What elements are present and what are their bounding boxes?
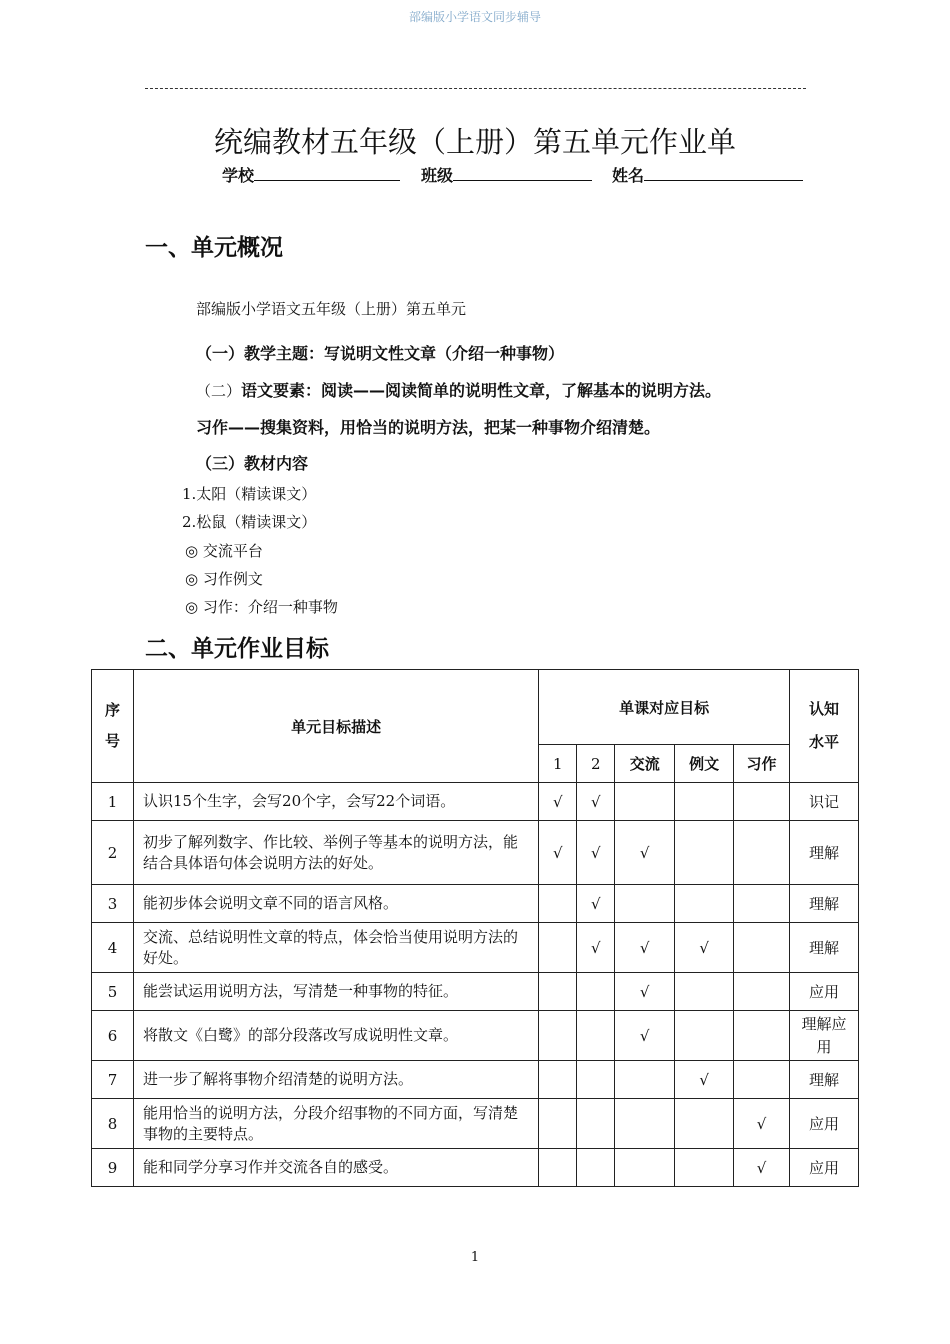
content-item-2: 2.松鼠（精读课文）: [182, 513, 317, 531]
table-row: [92, 1149, 859, 1187]
section1-heading: 一、单元概况: [145, 235, 283, 261]
row-mark-cell: [734, 923, 790, 973]
section2-heading: 二、单元作业目标: [145, 636, 329, 662]
header-desc: 单元目标描述: [133, 670, 538, 783]
row-mark-cell: [577, 1061, 615, 1099]
row-level: 理解: [790, 885, 859, 923]
check-mark: √: [639, 982, 650, 1001]
row-mark-cell: [577, 1099, 615, 1149]
check-mark: √: [639, 1026, 650, 1045]
row-mark-cell: [539, 1011, 577, 1061]
document-title: 统编教材五年级（上册）第五单元作业单: [213, 125, 736, 159]
row-mark-cell: [734, 1099, 790, 1149]
row-mark-cell: [615, 973, 675, 1011]
row-mark-cell: [675, 1099, 734, 1149]
row-mark-cell: [734, 1149, 790, 1187]
check-mark: √: [756, 1158, 767, 1177]
row-mark-cell: [615, 1011, 675, 1061]
row-seq: 4: [92, 923, 134, 973]
row-seq: 3: [92, 885, 134, 923]
subcol-exchange: 交流: [615, 745, 675, 783]
row-mark-cell: [615, 821, 675, 885]
check-mark: √: [639, 938, 650, 957]
content-item-4: ◎ 习作例文: [185, 570, 263, 588]
unit-subtitle: 部编版小学语文五年级（上册）第五单元: [196, 300, 467, 318]
row-mark-cell: [577, 973, 615, 1011]
row-mark-cell: [734, 885, 790, 923]
subcol-2: 2: [577, 745, 615, 783]
row-mark-cell: [539, 783, 577, 821]
row-seq: 2: [92, 821, 134, 885]
subcol-1: 1: [539, 745, 577, 783]
row-seq: 7: [92, 1061, 134, 1099]
row-seq: 6: [92, 1011, 134, 1061]
writing-element: 习作——搜集资料，用恰当的说明方法，把某一种事物介绍清楚。: [196, 418, 661, 437]
row-mark-cell: [615, 1061, 675, 1099]
language-element-text: 语文要素：阅读——阅读简单的说明性文章，了解基本的说明方法。: [241, 381, 722, 400]
row-seq: 9: [92, 1149, 134, 1187]
check-mark: √: [590, 894, 601, 913]
row-seq: 5: [92, 973, 134, 1011]
row-desc: 初步了解列数字、作比较、举例子等基本的说明方法，能结合具体语句体会说明方法的好处。: [133, 821, 538, 885]
row-mark-cell: [577, 1011, 615, 1061]
row-mark-cell: [734, 973, 790, 1011]
row-level: 理解应用: [790, 1011, 859, 1061]
row-mark-cell: [577, 923, 615, 973]
table-row: [92, 1061, 859, 1099]
table-row: [92, 923, 859, 973]
name-blank: [644, 166, 803, 181]
class-field: [421, 163, 592, 186]
row-desc: 能尝试运用说明方法，写清楚一种事物的特征。: [133, 973, 538, 1011]
dotted-divider: [145, 88, 806, 89]
content-heading: （三）教材内容: [196, 454, 309, 473]
row-desc: 能用恰当的说明方法，分段介绍事物的不同方面，写清楚事物的主要特点。: [133, 1099, 538, 1149]
table-row: [92, 821, 859, 885]
row-desc: 能和同学分享习作并交流各自的感受。: [133, 1149, 538, 1187]
subcol-example: 例文: [675, 745, 734, 783]
row-mark-cell: [539, 923, 577, 973]
header-target: 单课对应目标: [539, 670, 790, 745]
class-label: 班级: [421, 166, 454, 185]
row-mark-cell: [675, 1061, 734, 1099]
row-mark-cell: [615, 1149, 675, 1187]
name-field: [612, 163, 803, 186]
row-mark-cell: [675, 1011, 734, 1061]
school-label: 学校: [222, 166, 255, 185]
teaching-theme: （一）教学主题：写说明文性文章（介绍一种事物）: [196, 344, 565, 363]
content-item-3: ◎ 交流平台: [185, 542, 263, 560]
check-mark: √: [590, 938, 601, 957]
row-mark-cell: [539, 1099, 577, 1149]
row-mark-cell: [539, 1061, 577, 1099]
goals-table: [91, 669, 859, 1187]
content-item-5: ◎ 习作：介绍一种事物: [185, 598, 338, 616]
row-mark-cell: [539, 885, 577, 923]
row-mark-cell: [577, 783, 615, 821]
subcol-writing: 习作: [734, 745, 790, 783]
row-desc: 进一步了解将事物介绍清楚的说明方法。: [133, 1061, 538, 1099]
row-desc: 认识15个生字，会写20个字，会写22个词语。: [133, 783, 538, 821]
row-desc: 交流、总结说明性文章的特点，体会恰当使用说明方法的好处。: [133, 923, 538, 973]
check-mark: √: [590, 843, 601, 862]
row-mark-cell: [615, 783, 675, 821]
row-mark-cell: [577, 821, 615, 885]
check-mark: √: [639, 843, 650, 862]
name-label: 姓名: [612, 166, 645, 185]
row-mark-cell: [539, 973, 577, 1011]
row-mark-cell: [734, 1011, 790, 1061]
row-mark-cell: [734, 821, 790, 885]
check-mark: √: [553, 792, 563, 811]
table-row: [92, 973, 859, 1011]
language-element-prefix: （二）: [196, 382, 242, 400]
row-level: 理解: [790, 923, 859, 973]
row-mark-cell: [675, 973, 734, 1011]
table-row: [92, 1011, 859, 1061]
row-seq: 8: [92, 1099, 134, 1149]
row-mark-cell: [615, 923, 675, 973]
row-level: 理解: [790, 821, 859, 885]
row-mark-cell: [675, 1149, 734, 1187]
row-mark-cell: [615, 885, 675, 923]
row-level: 识记: [790, 783, 859, 821]
row-mark-cell: [577, 885, 615, 923]
content-item-1: 1.太阳（精读课文）: [182, 485, 317, 503]
header-seq: 序号: [92, 670, 134, 783]
check-mark: √: [553, 843, 563, 862]
row-level: 应用: [790, 1149, 859, 1187]
school-field: [222, 163, 400, 186]
row-mark-cell: [675, 821, 734, 885]
row-mark-cell: [615, 1099, 675, 1149]
row-level: 应用: [790, 973, 859, 1011]
page-number: 1: [470, 1250, 480, 1265]
row-mark-cell: [675, 885, 734, 923]
table-row: [92, 885, 859, 923]
row-level: 理解: [790, 1061, 859, 1099]
table-row: [92, 783, 859, 821]
school-blank: [254, 166, 400, 181]
class-blank: [453, 166, 592, 181]
row-mark-cell: [734, 1061, 790, 1099]
row-mark-cell: [539, 821, 577, 885]
check-mark: √: [699, 1070, 709, 1089]
header-level: 认知水平: [790, 670, 859, 783]
goal-rows: [92, 783, 859, 1187]
row-mark-cell: [734, 783, 790, 821]
row-mark-cell: [675, 923, 734, 973]
row-desc: 能初步体会说明文章不同的语言风格。: [133, 885, 538, 923]
table-header-row: [92, 670, 859, 745]
check-mark: √: [699, 938, 709, 957]
page-header: 部编版小学语文同步辅导: [408, 10, 541, 24]
row-seq: 1: [92, 783, 134, 821]
row-mark-cell: [675, 783, 734, 821]
row-level: 应用: [790, 1099, 859, 1149]
table-row: [92, 1099, 859, 1149]
language-element: [196, 378, 721, 401]
row-mark-cell: [577, 1149, 615, 1187]
check-mark: √: [590, 792, 601, 811]
check-mark: √: [756, 1114, 767, 1133]
row-desc: 将散文《白鹭》的部分段落改写成说明性文章。: [133, 1011, 538, 1061]
row-mark-cell: [539, 1149, 577, 1187]
